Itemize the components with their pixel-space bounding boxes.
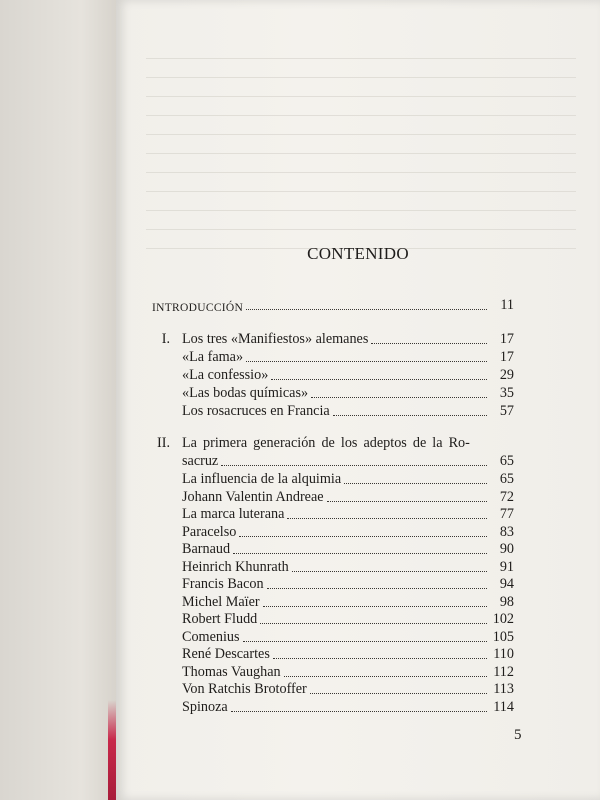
toc-section — [152, 523, 514, 541]
toc-chapter-2-cont — [152, 452, 514, 470]
page-title: CONTENIDO — [307, 244, 409, 263]
toc-section — [152, 610, 514, 628]
toc-section-label: Heinrich Khunrath — [182, 558, 289, 575]
toc-section-label: «Las bodas químicas» — [182, 385, 309, 401]
dot-leader — [284, 675, 487, 677]
toc-section — [152, 663, 514, 681]
dot-leader — [327, 500, 487, 502]
toc-section-label: Robert Fludd — [182, 611, 258, 627]
toc-section-label: La marca luterana — [182, 506, 285, 522]
toc-entry-page: 11 — [500, 297, 514, 313]
toc-entry-page: 114 — [493, 698, 514, 715]
toc-entry-page: 83 — [499, 523, 514, 540]
show-through-lines — [146, 40, 576, 41]
toc-section — [152, 575, 514, 593]
dot-leader — [246, 308, 487, 310]
dot-leader — [260, 622, 487, 624]
toc-entry-page: 35 — [499, 385, 514, 401]
dot-leader — [267, 587, 487, 589]
toc-section — [152, 348, 514, 366]
toc-entry-page: 102 — [492, 611, 514, 627]
toc-chapter-1 — [152, 330, 514, 348]
toc-section — [152, 488, 514, 506]
toc-entry-page: 17 — [499, 331, 514, 347]
facing-page-edge — [0, 0, 116, 800]
toc-entry-label: INTRODUCCIÓN — [152, 302, 244, 314]
toc-section-label: «La confessio» — [182, 367, 269, 383]
toc-entry-introduction — [152, 296, 514, 314]
toc-entry-page: 94 — [499, 576, 514, 592]
toc-section — [152, 540, 514, 558]
toc-entry-page: 98 — [499, 593, 514, 610]
toc-entry-page: 29 — [499, 367, 514, 383]
chapter-number: I. — [161, 331, 170, 347]
dot-leader — [273, 657, 487, 659]
dot-leader — [221, 464, 487, 466]
dot-leader — [292, 570, 487, 572]
dot-leader — [287, 517, 487, 519]
toc-entry-page: 65 — [499, 453, 514, 469]
toc-entry-page: 90 — [499, 541, 514, 557]
toc-entry-page: 57 — [499, 403, 514, 419]
toc-section-label: «La fama» — [182, 349, 244, 365]
toc-section-label: Johann Valentin Andreae — [182, 488, 324, 505]
dot-leader — [344, 482, 487, 484]
toc-section-label: Von Ratchis Brotoffer — [182, 681, 307, 697]
chapter-title-line-2: sacruz — [182, 453, 219, 469]
toc-section — [152, 593, 514, 611]
toc-entry-page: 112 — [493, 663, 514, 680]
toc-section — [152, 698, 514, 716]
toc-section — [152, 384, 514, 402]
toc-entry-page: 91 — [499, 558, 514, 575]
toc-section-label: Michel Maïer — [182, 593, 260, 610]
dot-leader — [239, 535, 487, 537]
dot-leader — [311, 396, 487, 398]
toc-section — [152, 680, 514, 698]
toc-section — [152, 628, 514, 646]
toc-entry-page: 65 — [499, 471, 514, 487]
toc-section-label: Paracelso — [182, 523, 237, 540]
book-page — [116, 0, 600, 800]
toc-section — [152, 366, 514, 384]
dot-leader — [371, 342, 487, 344]
toc-entry-page: 77 — [499, 506, 514, 522]
toc-section — [152, 645, 514, 663]
dot-leader — [246, 360, 487, 362]
toc-section-label: Comenius — [182, 628, 240, 645]
toc-section-label: Francis Bacon — [182, 576, 264, 592]
toc-entry-page: 105 — [492, 628, 514, 645]
dot-leader — [263, 605, 487, 607]
dot-leader — [271, 378, 487, 380]
chapter-title: Los tres «Manifiestos» alemanes — [182, 331, 369, 347]
toc-entry-page: 113 — [493, 681, 514, 697]
toc-chapter-2 — [152, 434, 514, 452]
toc-entry-page: 17 — [499, 349, 514, 365]
toc-section-label: Spinoza — [182, 698, 228, 715]
page-number: 5 — [514, 727, 522, 743]
dot-leader — [310, 692, 487, 694]
toc-section-label: René Descartes — [182, 646, 270, 662]
toc-entry-page: 110 — [493, 646, 514, 662]
chapter-number: II. — [157, 435, 170, 451]
toc-entry-page: 72 — [499, 488, 514, 505]
dot-leader — [333, 414, 487, 416]
book-spine — [108, 700, 116, 800]
toc-section-label: Los rosacruces en Francia — [182, 403, 330, 419]
chapter-title-line-1: La primera generación de los adeptos de la Ro- — [182, 435, 470, 451]
toc-section-label: Barnaud — [182, 541, 231, 557]
toc-section — [152, 558, 514, 576]
toc-section-label: La influencia de la alquimia — [182, 471, 342, 487]
toc-section — [152, 402, 514, 420]
dot-leader — [243, 640, 487, 642]
toc-section — [152, 505, 514, 523]
toc-section-label: Thomas Vaughan — [182, 663, 281, 680]
toc-section — [152, 470, 514, 488]
dot-leader — [231, 710, 487, 712]
dot-leader — [233, 552, 487, 554]
